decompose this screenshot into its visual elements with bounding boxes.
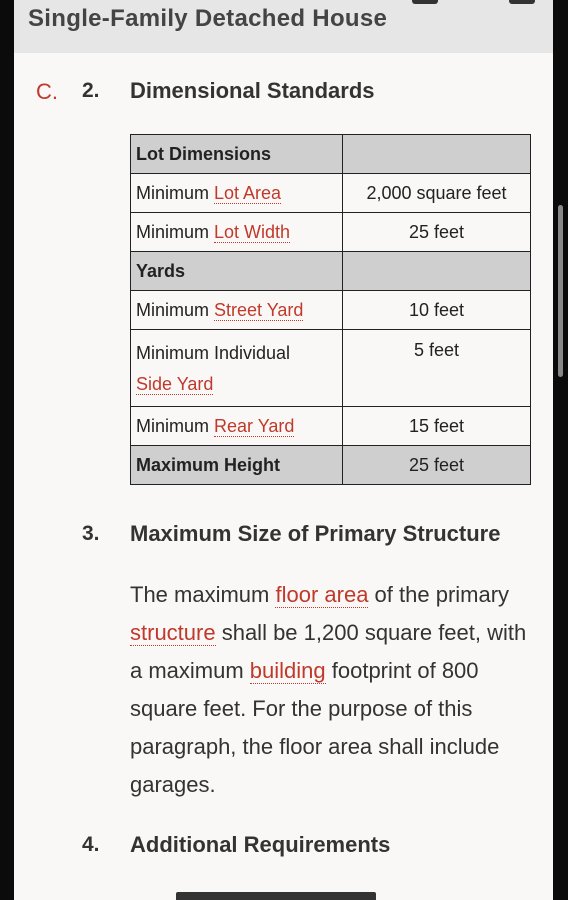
table-row <box>131 174 531 213</box>
cell-text: Minimum Individual <box>136 343 291 363</box>
table-cell: 10 feet <box>343 291 531 330</box>
table-row <box>131 213 531 252</box>
scrollbar[interactable] <box>558 205 563 377</box>
table-cell <box>343 135 531 174</box>
table-cell <box>343 252 531 291</box>
definition-link[interactable]: Lot Area <box>214 182 282 203</box>
cell-text: Minimum <box>136 182 215 203</box>
table-cell <box>131 291 343 330</box>
table-cell: 15 feet <box>343 407 531 446</box>
item-number: 3. <box>82 522 100 545</box>
table-row <box>131 135 531 174</box>
section-letter: C. <box>36 79 58 104</box>
table-cell: Yards <box>131 252 343 291</box>
table-cell: 25 feet <box>343 213 531 252</box>
table-row <box>131 330 531 407</box>
definition-link[interactable]: floor area <box>275 582 369 607</box>
paragraph-text: The maximum <box>130 582 276 607</box>
item-heading: Dimensional Standards <box>130 78 375 103</box>
page-header <box>14 0 553 53</box>
table-cell <box>131 407 343 446</box>
table-row <box>131 252 531 291</box>
paragraph-text: of the primary <box>368 582 510 607</box>
definition-link[interactable]: Street Yard <box>214 299 304 320</box>
item-number: 2. <box>82 79 100 102</box>
cut-off-heading <box>176 892 376 900</box>
definition-link[interactable]: Lot Width <box>214 221 291 242</box>
cell-text: Minimum <box>136 221 215 242</box>
table-cell <box>131 174 343 213</box>
header-icon[interactable] <box>509 0 535 4</box>
cell-text: Minimum <box>136 299 215 320</box>
table-row <box>131 446 531 485</box>
table-row <box>131 291 531 330</box>
definition-link[interactable]: structure <box>130 620 216 645</box>
table-cell <box>131 213 343 252</box>
paragraph <box>130 576 540 804</box>
table-cell: Maximum Height <box>131 446 343 485</box>
table-cell <box>131 330 343 407</box>
definition-link[interactable]: Rear Yard <box>214 415 295 436</box>
paragraph-text: shall be 1,200 square feet, with a maximum <box>130 620 527 683</box>
table-cell: Lot Dimensions <box>131 135 343 174</box>
paragraph-text: footprint of 800 square feet. For the purpose of this paragraph, the floor area shall include garages. <box>130 658 500 797</box>
document-page <box>14 0 553 900</box>
table-cell: 5 feet <box>343 330 531 407</box>
item-number: 4. <box>82 833 100 856</box>
table-cell: 25 feet <box>343 446 531 485</box>
item-heading: Additional Requirements <box>130 832 391 857</box>
table-cell: 2,000 square feet <box>343 174 531 213</box>
table-row <box>131 407 531 446</box>
header-icon[interactable] <box>412 0 438 4</box>
item-heading: Maximum Size of Primary Structure <box>130 521 501 546</box>
definition-link[interactable]: building <box>249 658 326 683</box>
cell-text: Minimum <box>136 415 215 436</box>
page-title: Single-Family Detached House <box>28 5 388 32</box>
definition-link[interactable]: Side Yard <box>136 374 214 394</box>
dimensional-standards-table <box>130 134 531 485</box>
